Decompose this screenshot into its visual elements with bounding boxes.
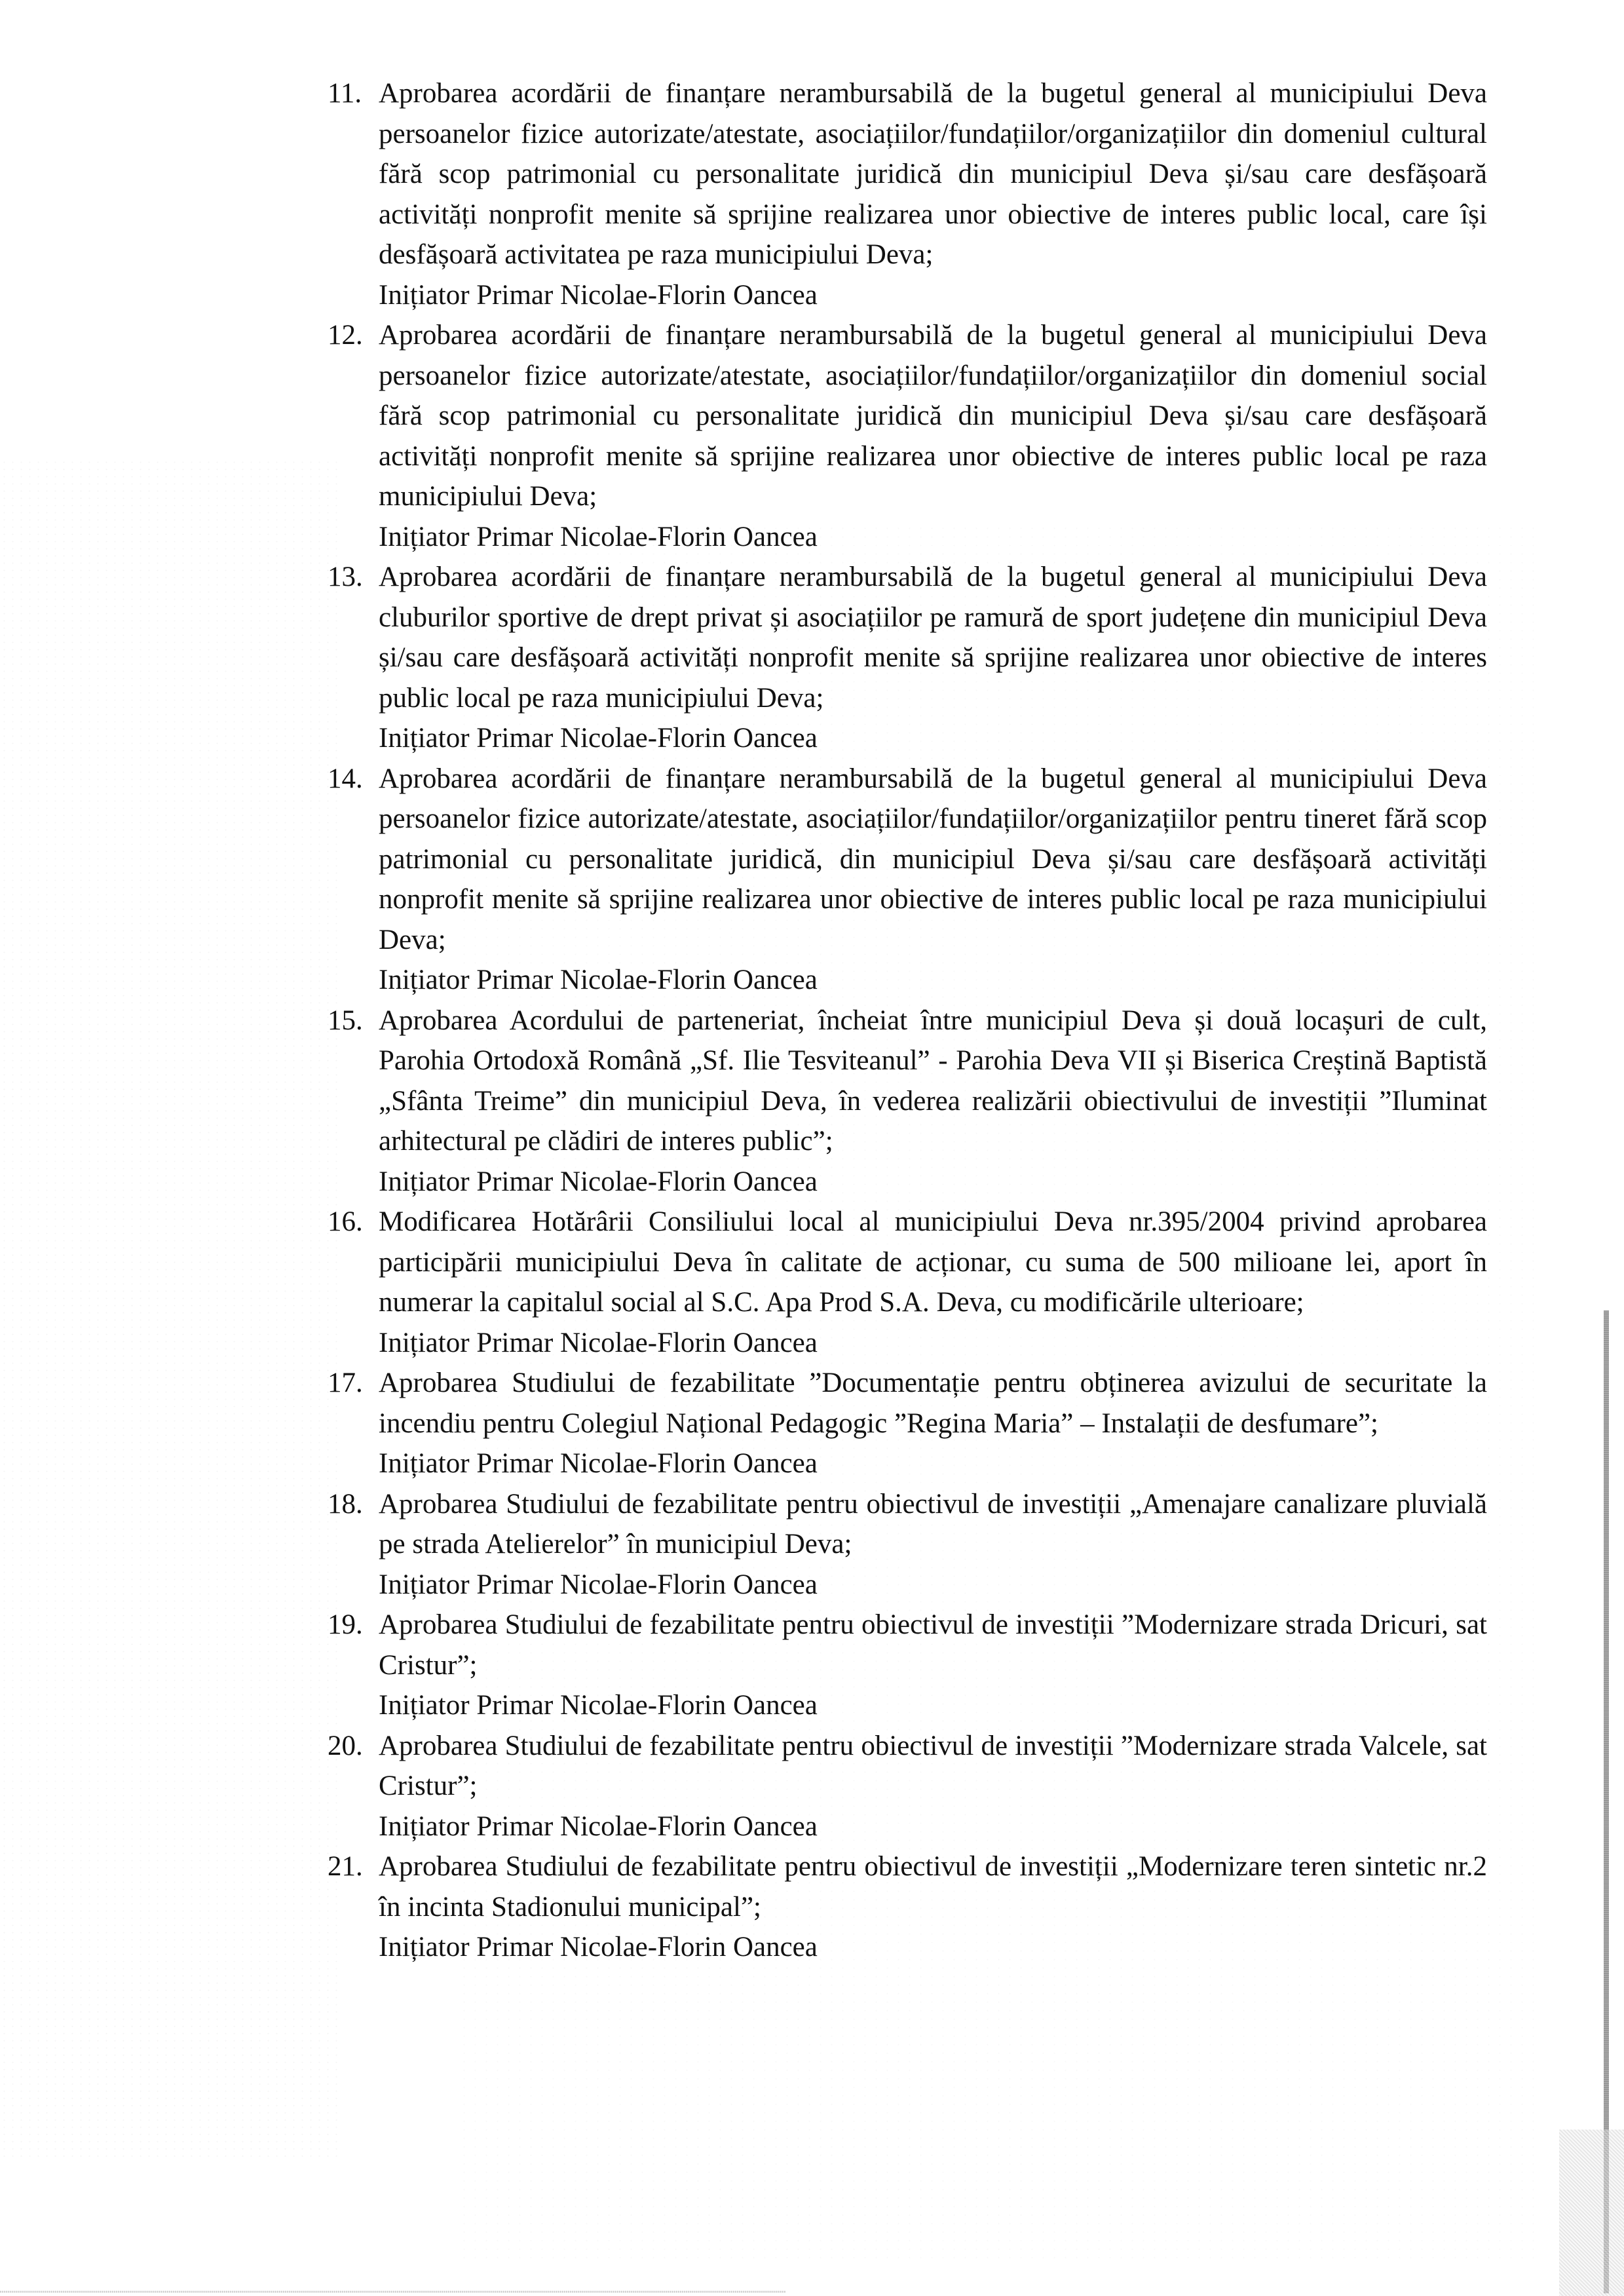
item-text: Aprobarea Studiului de fezabilitate ”Documentație pentru obținerea avizului de securitate la incendiu pentru Colegiul Național Pedagogic ”Regina Maria” – Instalații de desfumare”; bbox=[379, 1368, 1487, 1439]
agenda-item-11 bbox=[328, 73, 1487, 315]
item-number: 19. bbox=[328, 1609, 363, 1640]
item-initiator: Inițiator Primar Nicolae-Florin Oancea bbox=[379, 1166, 818, 1197]
item-number: 20. bbox=[328, 1730, 363, 1761]
item-initiator: Inițiator Primar Nicolae-Florin Oancea bbox=[379, 1569, 818, 1600]
item-number: 17. bbox=[328, 1368, 363, 1398]
agenda-item-18 bbox=[328, 1484, 1487, 1605]
item-initiator: Inițiator Primar Nicolae-Florin Oancea bbox=[379, 1448, 818, 1479]
item-initiator: Inițiator Primar Nicolae-Florin Oancea bbox=[379, 965, 818, 995]
scan-corner-artifact bbox=[1559, 2130, 1624, 2296]
agenda-item-21 bbox=[328, 1846, 1487, 1968]
item-text: Aprobarea acordării de finanțare nerambursabilă de la bugetul general al municipiului Deva persoanelor fizice autorizate/atestate, asociațiilor/fundațiilor/organizațiilor din domeniul social fără scop patrimonial cu personalitate juridică din municipiul Deva și/sau care desfășoară activități nonprofit menite să sprijine realizarea unor obiective de interes public local pe raza municipiului Deva; bbox=[379, 320, 1487, 512]
item-initiator: Inițiator Primar Nicolae-Florin Oancea bbox=[379, 279, 818, 311]
item-initiator: Inițiator Primar Nicolae-Florin Oancea bbox=[379, 521, 818, 552]
agenda-item-13 bbox=[328, 557, 1487, 759]
item-initiator: Inițiator Primar Nicolae-Florin Oancea bbox=[379, 1690, 818, 1721]
item-initiator: Inițiator Primar Nicolae-Florin Oancea bbox=[379, 1932, 818, 1962]
agenda-item-12 bbox=[328, 315, 1487, 557]
agenda-item-17 bbox=[328, 1363, 1487, 1484]
agenda-item-19 bbox=[328, 1605, 1487, 1726]
item-text: Aprobarea Studiului de fezabilitate pentru obiectivul de investiții ”Modernizare strada Valcele, sat Cristur”; bbox=[379, 1730, 1487, 1801]
item-text: Aprobarea acordării de finanțare nerambursabilă de la bugetul general al municipiului Deva persoanelor fizice autorizate/atestate, asociațiilor/fundațiilor/organizațiilor pentru tineret fără scop patrimonial cu personalitate juridică, din municipiul Deva și/sau care desfășoară activități nonprofit menite să sprijine realizarea unor obiective de interes public local pe raza municipiului Deva; bbox=[379, 763, 1487, 955]
item-number: 16. bbox=[328, 1206, 363, 1237]
item-number: 13. bbox=[328, 562, 363, 592]
item-text: Aprobarea Studiului de fezabilitate pentru obiectivul de investiții „Modernizare teren sintetic nr.2 în incinta Stadionului municipal”; bbox=[379, 1851, 1487, 1923]
item-initiator: Inițiator Primar Nicolae-Florin Oancea bbox=[379, 1810, 818, 1842]
item-initiator: Inițiator Primar Nicolae-Florin Oancea bbox=[379, 1327, 818, 1358]
item-text: Aprobarea Studiului de fezabilitate pentru obiectivul de investiții ”Modernizare strada Dricuri, sat Cristur”; bbox=[379, 1609, 1487, 1681]
item-number: 15. bbox=[328, 1004, 363, 1036]
item-number: 11. bbox=[328, 78, 362, 109]
item-text: Aprobarea acordării de finanțare nerambursabilă de la bugetul general al municipiului Deva persoanelor fizice autorizate/atestate, asociațiilor/fundațiilor/organizațiilor din domeniul cultural fără scop patrimonial cu personalitate juridică din municipiul Deva și/sau care desfășoară activități nonprofit menite să sprijine realizarea unor obiective de interes public local, care își desfășoară activitatea pe raza municipiului Deva; bbox=[379, 78, 1487, 270]
scan-bottom-artifact bbox=[0, 2291, 786, 2293]
item-text: Aprobarea Studiului de fezabilitate pentru obiectivul de investiții „Amenajare canalizare pluvială pe strada Atelierelor” în municipiul Deva; bbox=[379, 1488, 1487, 1559]
item-initiator: Inițiator Primar Nicolae-Florin Oancea bbox=[379, 723, 818, 754]
item-text: Modificarea Hotărârii Consiliului local al municipiului Deva nr.395/2004 privind aprobarea participării municipiului Deva în calitate de acționar, cu suma de 500 milioane lei, aport în numerar la capitalul social al S.C. Apa Prod S.A. Deva, cu modificările ulterioare; bbox=[379, 1206, 1487, 1318]
agenda-item-16 bbox=[328, 1202, 1487, 1363]
item-text: Aprobarea acordării de finanțare nerambursabilă de la bugetul general al municipiului Deva cluburilor sportive de drept privat și asociațiilor pe ramură de sport județene din municipiul Deva și/sau care desfășoară activități nonprofit menite să sprijine realizarea unor obiective de interes public local pe raza municipiului Deva; bbox=[379, 562, 1487, 714]
agenda-list bbox=[328, 73, 1487, 1968]
item-text: Aprobarea Acordului de parteneriat, încheiat între municipiul Deva și două locașuri de cult, Parohia Ortodoxă Română „Sf. Ilie Tesviteanul” - Parohia Deva VII și Biserica Creștină Baptistă „Sfânta Treime” din municipiul Deva, în vederea realizării obiectivului de investiții ”Iluminat arhitectural pe clădiri de interes public”; bbox=[379, 1004, 1487, 1157]
agenda-item-14 bbox=[328, 759, 1487, 1001]
scan-noise-left bbox=[0, 459, 341, 2162]
item-number: 12. bbox=[328, 320, 363, 351]
item-number: 14. bbox=[328, 763, 363, 794]
item-number: 18. bbox=[328, 1488, 363, 1520]
agenda-item-15 bbox=[328, 1001, 1487, 1202]
agenda-item-20 bbox=[328, 1726, 1487, 1847]
item-number: 21. bbox=[328, 1851, 363, 1882]
